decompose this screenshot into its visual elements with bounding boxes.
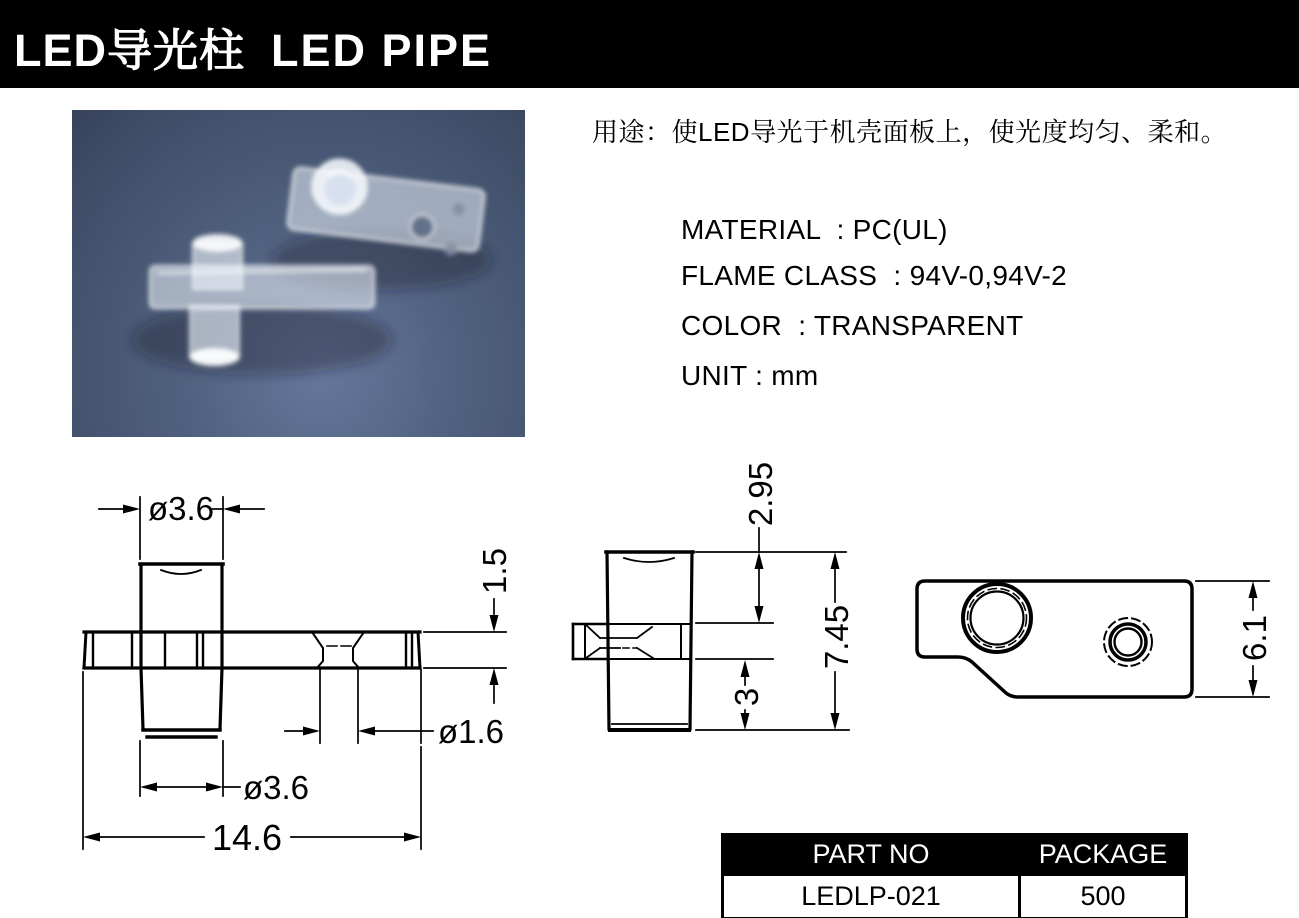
spec-material: MATERIAL : PC(UL) — [681, 214, 948, 245]
top-view-drawing — [917, 581, 1192, 697]
part-table — [721, 833, 1188, 918]
spec-unit: UNIT : mm — [681, 360, 819, 391]
part-table-cell-package: 500 — [1020, 875, 1187, 918]
dim-label-pipe-diameter-top: ø3.6 — [147, 490, 215, 527]
dim-label-top-height: 2.95 — [742, 461, 779, 527]
part-table-header-partno: PART NO — [723, 835, 1020, 875]
part-table-header-row — [723, 835, 1187, 875]
part-table-data-row — [723, 875, 1187, 918]
dim-label-hole-diameter: ø1.6 — [438, 713, 505, 750]
part-table-header-package: PACKAGE — [1020, 835, 1187, 875]
side-view-drawing — [84, 564, 420, 737]
spec-color: COLOR : TRANSPARENT — [681, 310, 1024, 341]
page-title-en: LED PIPE — [271, 25, 493, 76]
dim-label-pipe-diameter-bottom: ø3.6 — [243, 769, 310, 806]
dim-label-bottom-height: 3 — [728, 687, 765, 707]
spec-flame-class: FLAME CLASS : 94V-0,94V-2 — [681, 260, 1067, 291]
dim-label-overall-length: 14.6 — [211, 817, 283, 858]
dim-label-flange-thickness: 1.5 — [476, 548, 513, 594]
dim-label-overall-height: 7.45 — [818, 604, 855, 670]
usage-description: 用途：使LED导光于机壳面板上，使光度均匀、柔和。 — [592, 117, 1228, 147]
dim-label-plate-width: 6.1 — [1236, 615, 1273, 661]
page-title-zh: LED导光柱 — [14, 25, 246, 76]
end-view-drawing — [573, 552, 693, 730]
part-table-cell-partno: LEDLP-021 — [723, 875, 1020, 918]
side-view-countersink — [312, 632, 364, 668]
